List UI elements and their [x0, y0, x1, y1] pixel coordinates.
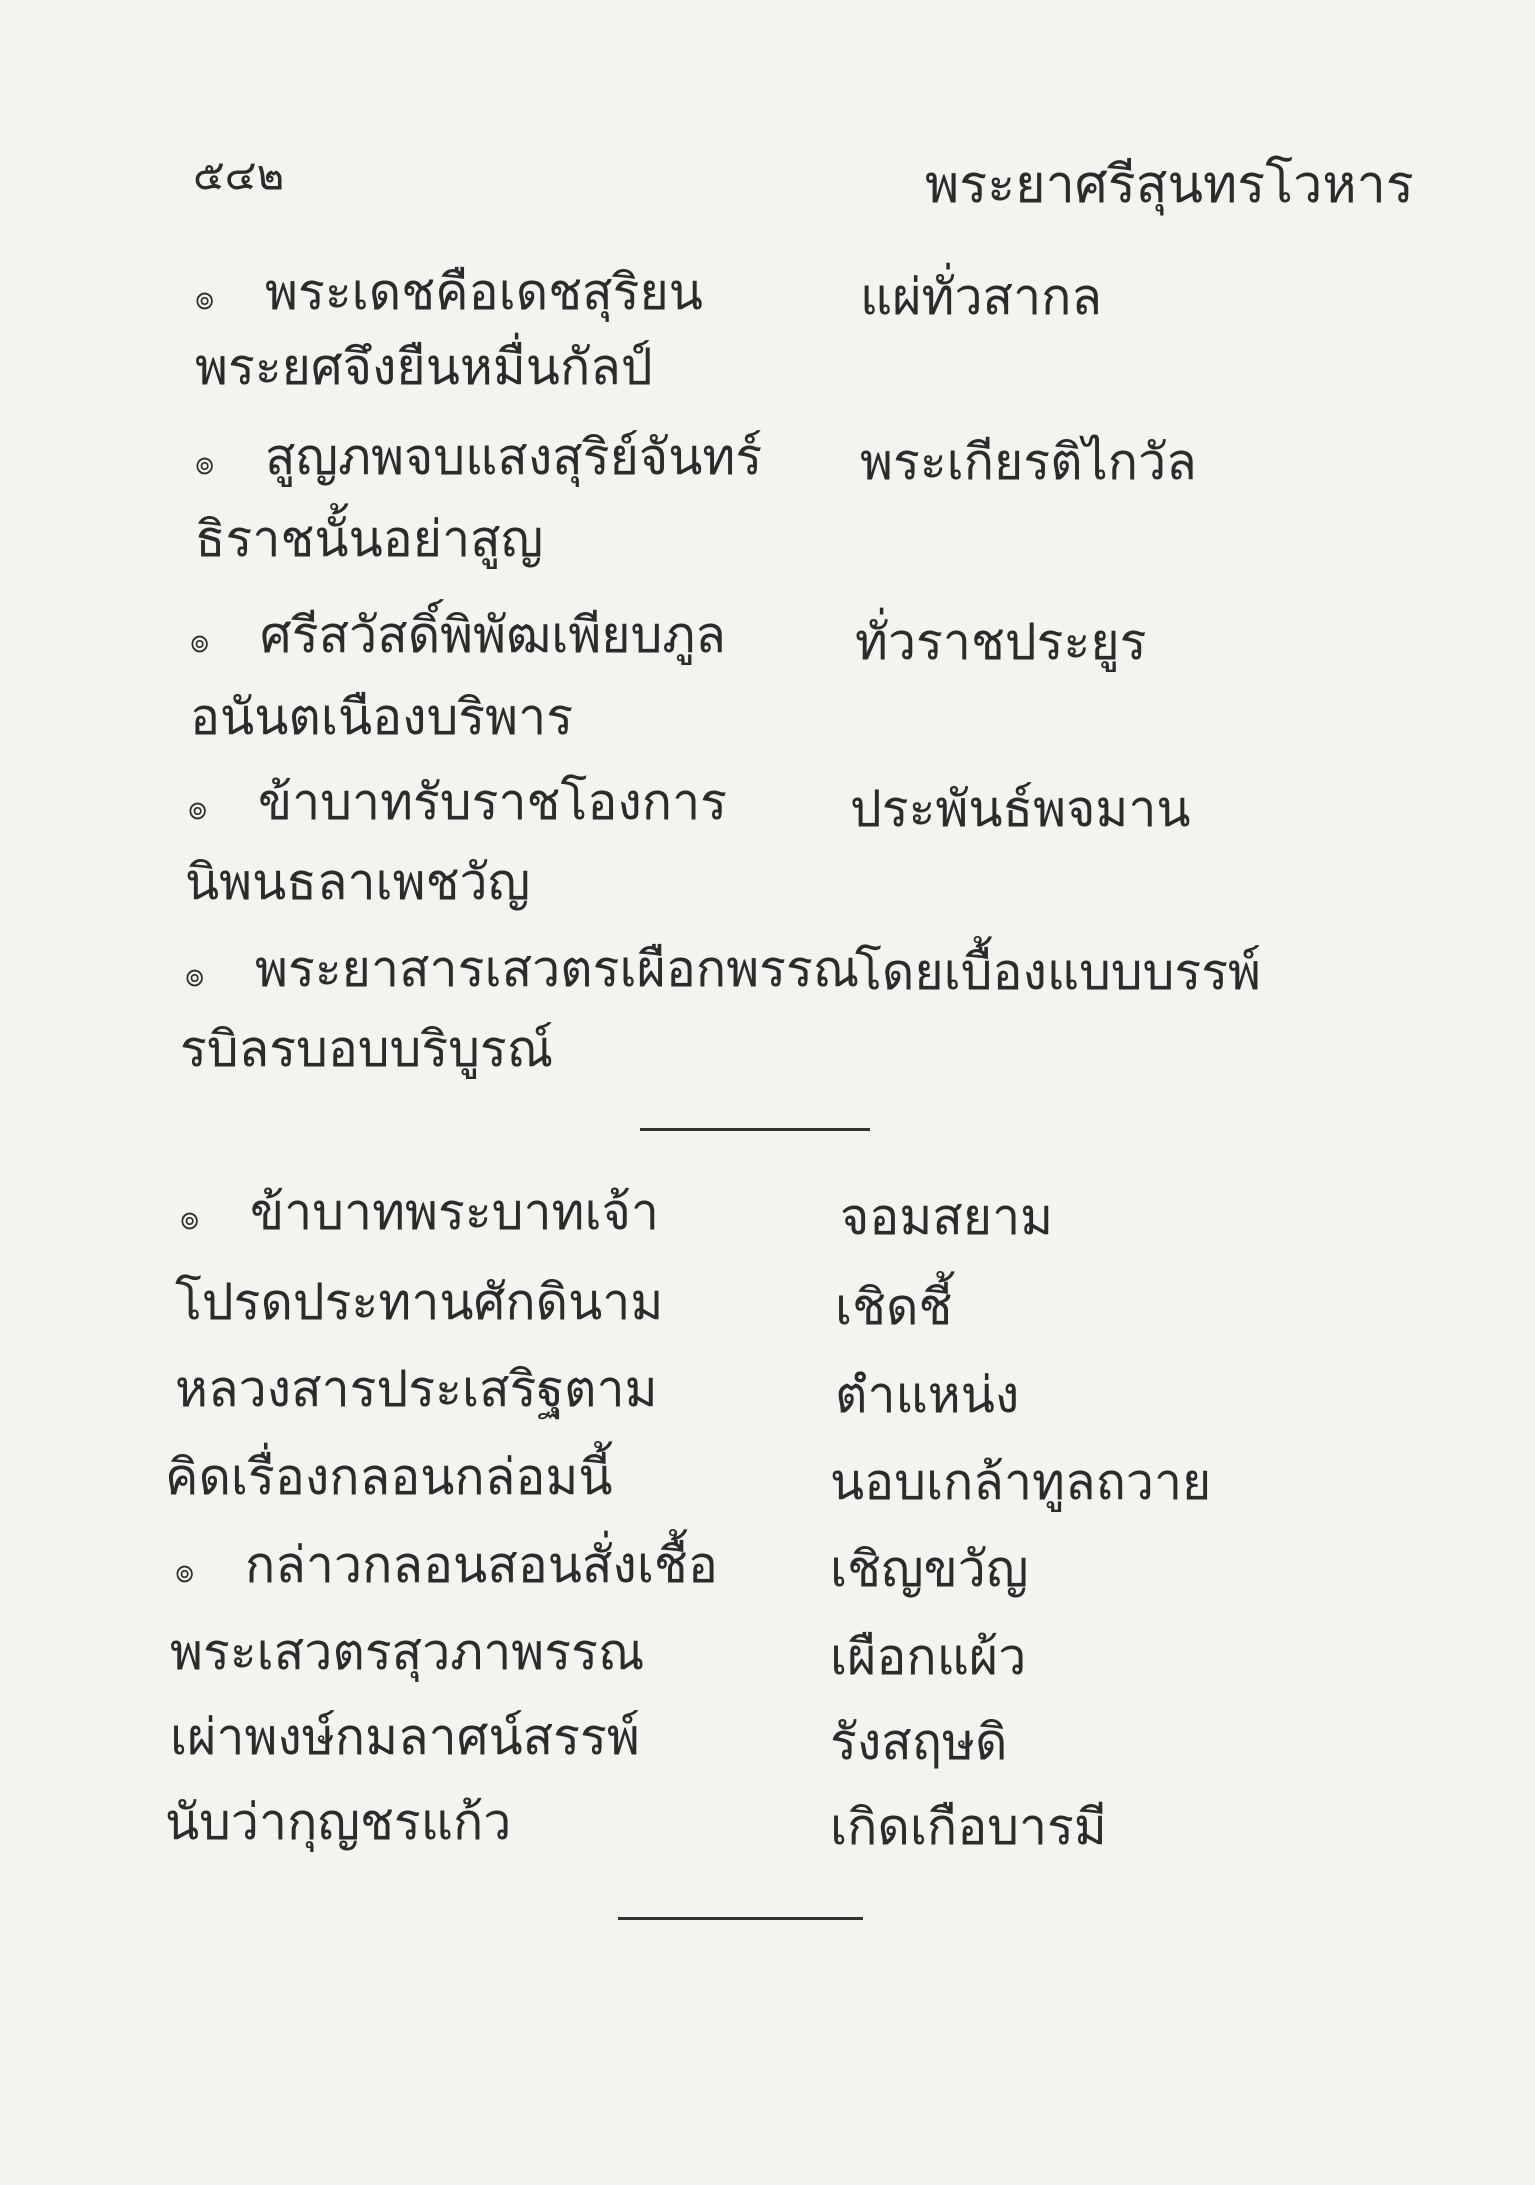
section-divider: [640, 1128, 870, 1131]
section-divider: [618, 1917, 863, 1920]
verse-line: ๏ สูญภพจบแสงสุริย์จันทร์: [195, 428, 763, 486]
verse-line: อนันตเนืองบริพาร: [190, 688, 574, 746]
verse-line-right: ตำแหน่ง: [835, 1366, 1020, 1424]
verse-line: ๏ ศรีสวัสดิ์พิพัฒเพียบภูล: [190, 606, 726, 664]
verse-line: คิดเรื่องกลอนกล่อมนี้: [165, 1448, 613, 1506]
verse-line-right: นอบเกล้าทูลถวาย: [830, 1453, 1212, 1511]
stanza-mark: ๏: [190, 622, 210, 660]
verse-line: ๏ ข้าบาทพระบาทเจ้า: [180, 1183, 659, 1241]
verse-line: ๏ ข้าบาทรับราชโองการ: [188, 773, 727, 831]
stanza-mark: ๏: [180, 1199, 200, 1237]
verse-line: ๏ กล่าวกลอนสอนสั่งเชื้อ: [175, 1536, 718, 1594]
verse-line-right: โดยเบื้องแบบบรรพ์: [855, 943, 1262, 1001]
stanza-mark: ๏: [188, 789, 208, 827]
stanza-mark: ๏: [185, 956, 205, 994]
verse-line: หลวงสารประเสริฐตาม: [175, 1360, 658, 1418]
verse-line-right: รังสฤษดิ: [830, 1713, 1008, 1771]
verse-line: รบิลรบอบบริบูรณ์: [180, 1020, 554, 1078]
verse-line: พระเสวตรสุวภาพรรณ: [170, 1623, 645, 1681]
verse-line-right: เชิดชี้: [835, 1278, 953, 1336]
verse-line: พระยศจึงยืนหมื่นกัลป์: [195, 338, 653, 396]
page-number: ๕๔๒: [193, 150, 285, 199]
stanza-mark: ๏: [195, 279, 215, 317]
verse-line: ธิราชนั้นอย่าสูญ: [195, 510, 544, 568]
verse-line-right: จอมสยาม: [840, 1188, 1054, 1246]
verse-line: นับว่ากุญชรแก้ว: [165, 1793, 512, 1851]
verse-line: นิพนธลาเพชวัญ: [185, 853, 531, 911]
verse-line: เผ่าพงษ์กมลาศน์สรรพ์: [170, 1708, 640, 1766]
verse-line: ๏ พระยาสารเสวตรเผือกพรรณ: [185, 940, 860, 998]
verse-line: ๏ พระเดชคือเดชสุริยน: [195, 263, 703, 321]
verse-line-right: ประพันธ์พจมาน: [850, 780, 1191, 838]
running-title: พระยาศรีสุนทรโวหาร: [925, 155, 1414, 215]
verse-line-right: เผือกแผ้ว: [830, 1628, 1027, 1686]
verse-line-right: ทั่วราชประยูร: [855, 613, 1147, 671]
stanza-mark: ๏: [195, 444, 215, 482]
verse-line-right: แผ่ทั่วสากล: [860, 268, 1103, 326]
verse-line-right: เชิญขวัญ: [830, 1540, 1029, 1598]
verse-line-right: พระเกียรติไกวัล: [860, 433, 1197, 491]
verse-line: โปรดประทานศักดินาม: [175, 1273, 664, 1331]
stanza-mark: ๏: [175, 1552, 195, 1590]
verse-line-right: เกิดเกือบารมี: [830, 1798, 1107, 1856]
